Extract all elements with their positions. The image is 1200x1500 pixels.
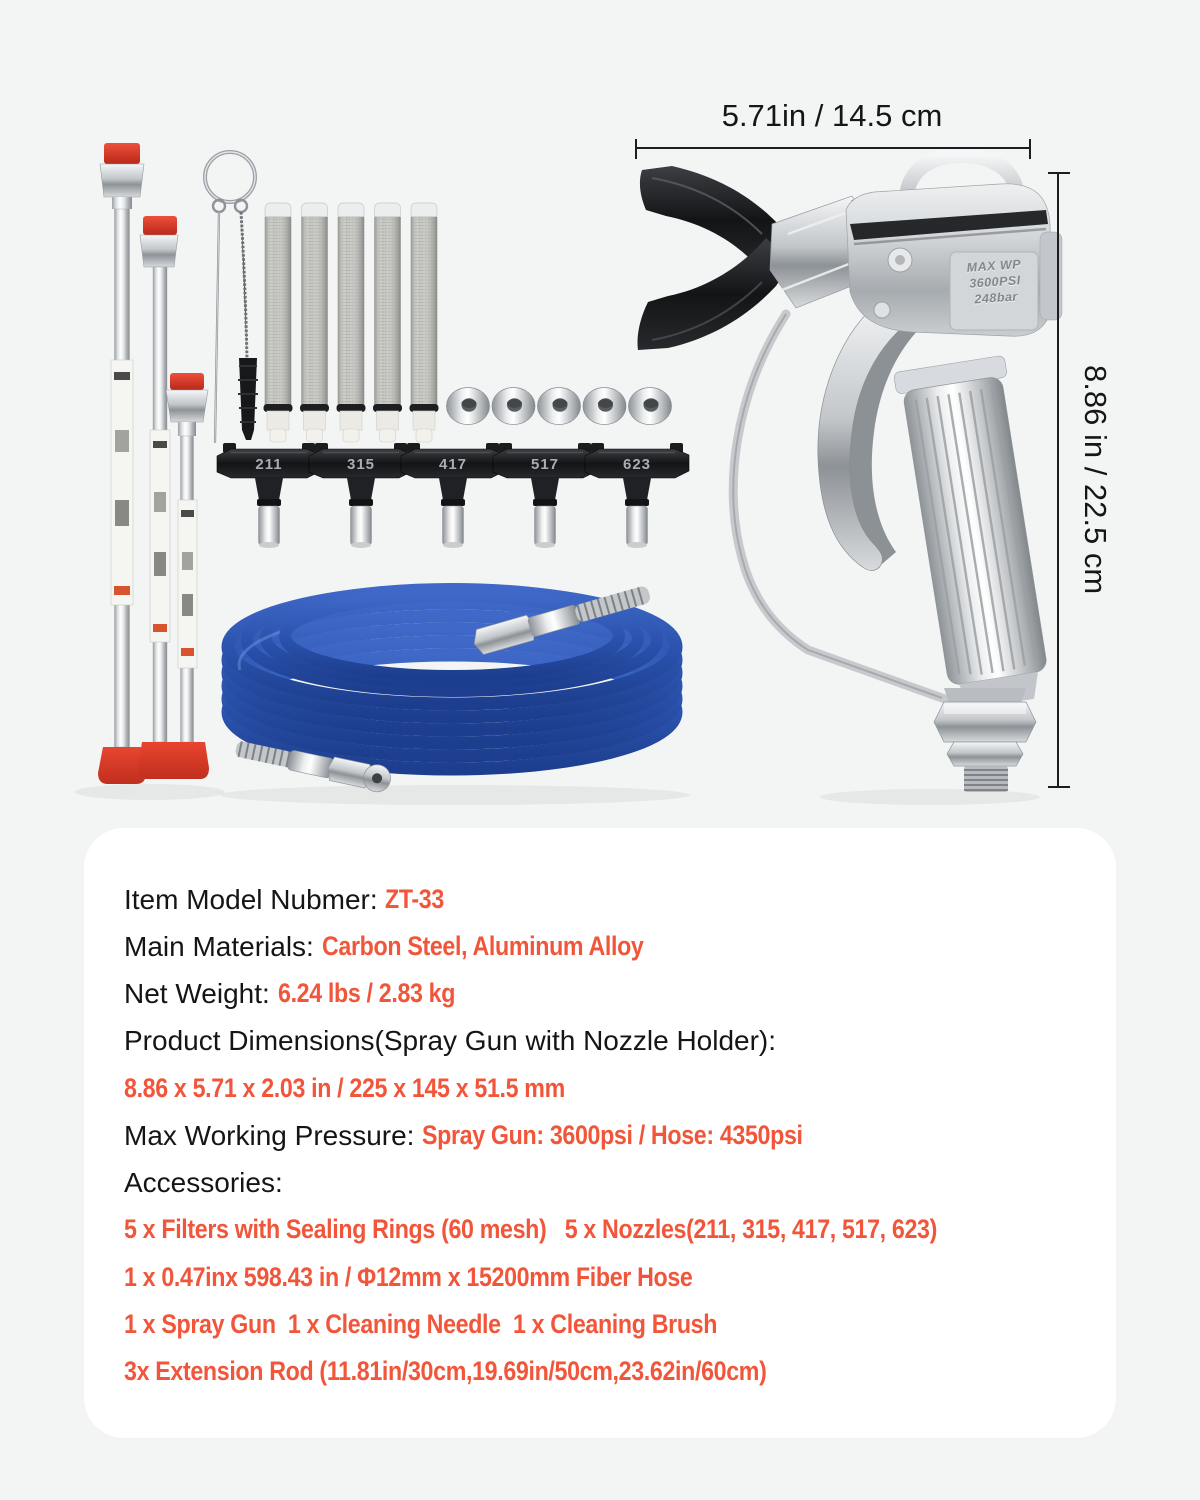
- spec-value: 6.24 lbs / 2.83 kg: [277, 978, 455, 1009]
- spec-line: [124, 1159, 1092, 1206]
- spec-value: Carbon Steel, Aluminum Alloy: [321, 931, 644, 962]
- spec-line: [124, 1254, 1092, 1301]
- spec-lines: [124, 876, 1092, 1395]
- spec-value: 8.86 x 5.71 x 2.03 in / 225 x 145 x 51.5 mm: [124, 1072, 565, 1103]
- spec-value: Spray Gun: 3600psi / Hose: 4350psi: [422, 1120, 803, 1151]
- gun-engraving-line: 3600PSI: [968, 273, 1022, 291]
- gun-engraving-line: 248bar: [974, 289, 1019, 307]
- nozzle-tip-label: 211: [255, 456, 283, 473]
- spec-line: [124, 1348, 1092, 1395]
- spec-panel: [84, 828, 1116, 1438]
- extension-rod-long: [98, 143, 146, 784]
- spec-label: Max Working Pressure:: [124, 1119, 423, 1151]
- nozzle-tip-label: 623: [622, 456, 652, 473]
- spec-line: [124, 970, 1092, 1017]
- spec-line: [124, 1301, 1092, 1348]
- spec-label: Product Dimensions(Spray Gun with Nozzle Holder):: [124, 1025, 777, 1057]
- cleaning-needle: [215, 212, 219, 443]
- spec-line: [124, 876, 1092, 923]
- spec-value: ZT-33: [385, 884, 445, 915]
- spec-line: [124, 1206, 1092, 1253]
- extension-rod-medium: [138, 216, 182, 779]
- spec-line: [124, 923, 1092, 970]
- spec-value: 5 x Filters with Sealing Rings (60 mesh) 5 x Nozzles(211, 315, 417, 517, 623): [124, 1214, 938, 1245]
- spec-label: Accessories:: [124, 1166, 283, 1198]
- spec-line: [124, 1112, 1092, 1159]
- cleaning-brush: [238, 212, 258, 440]
- spec-label: Item Model Nubmer:: [124, 883, 386, 915]
- paint-filters: [264, 203, 439, 442]
- spec-line: [124, 1018, 1092, 1065]
- sealing-rings: [447, 388, 672, 425]
- width-dimension-label: 5.71in / 14.5 cm: [721, 98, 943, 133]
- spec-line: [124, 1065, 1092, 1112]
- height-dimension-label: 8.86 in / 22.5 cm: [1078, 365, 1113, 595]
- paint-hose: [228, 581, 676, 794]
- spec-value: 3x Extension Rod (11.81in/30cm,19.69in/50cm,23.62in/60cm): [124, 1355, 767, 1386]
- gun-engraving: [949, 255, 1040, 309]
- width-dimension-line: [635, 147, 1031, 149]
- spec-value: 1 x Spray Gun 1 x Cleaning Needle 1 x Cleaning Brush: [124, 1308, 718, 1339]
- cleaning-ring: [205, 152, 255, 212]
- spec-value: 1 x 0.47inx 598.43 in / Φ12mm x 15200mm Fiber Hose: [124, 1261, 693, 1292]
- height-dimension-line: [1057, 172, 1059, 788]
- gun-engraving-line: MAX WP: [966, 257, 1022, 275]
- extension-rod-short: [165, 373, 209, 779]
- spec-label: Net Weight:: [124, 977, 278, 1009]
- spray-gun: [637, 155, 1062, 792]
- nozzle-tip-label: 417: [438, 456, 468, 473]
- spec-label: Main Materials:: [124, 930, 322, 962]
- nozzle-tip-label: 315: [346, 456, 376, 473]
- nozzle-tip-label: 517: [530, 456, 560, 473]
